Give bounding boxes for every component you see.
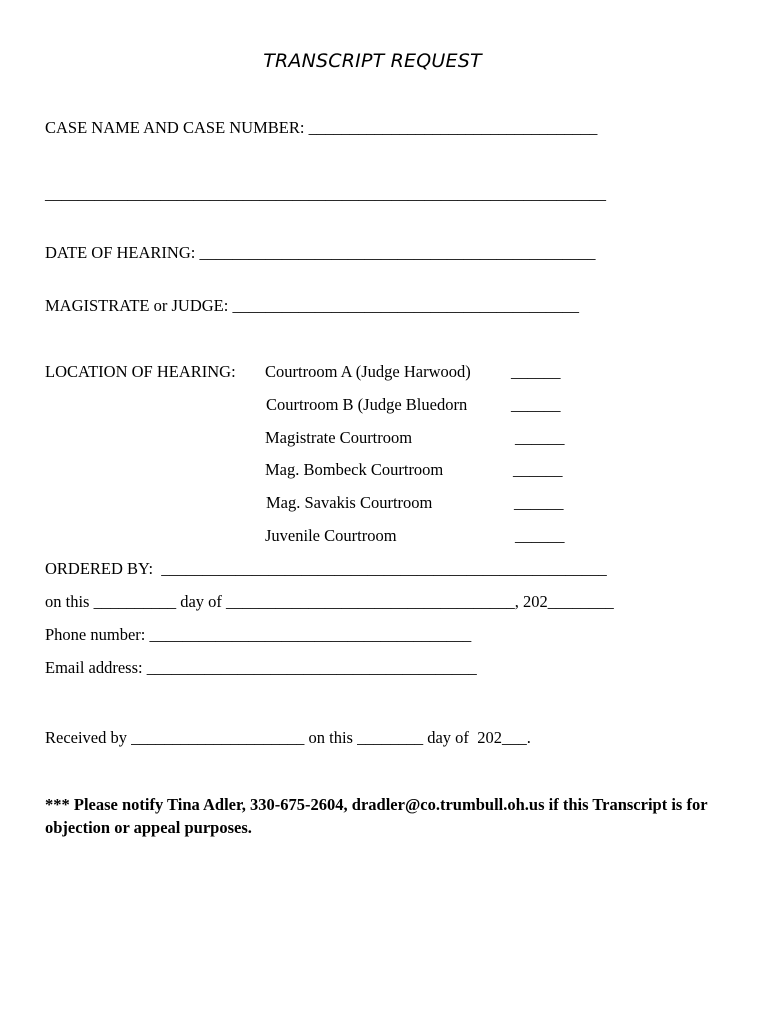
phone-label: Phone number: — [45, 625, 146, 644]
location-option-blank[interactable]: ______ — [511, 362, 561, 381]
location-option-label: Mag. Bombeck Courtroom — [265, 460, 444, 479]
date-of-hearing-label: DATE OF HEARING: — [45, 243, 196, 262]
notice-text: *** Please notify Tina Adler, 330-675-2604, dradler@co.trumbull.oh.us if this Transcript is for objection or appeal purposes. — [45, 795, 708, 837]
year-blank[interactable]: ________ — [547, 592, 614, 611]
received-year-prefix: 202 — [477, 728, 502, 747]
location-option-label: Mag. Savakis Courtroom — [266, 493, 433, 512]
case-name-row — [45, 118, 597, 138]
case-name-blank[interactable]: ___________________________________ — [308, 118, 598, 137]
ordered-by-row — [45, 559, 607, 579]
email-label: Email address: — [45, 658, 143, 677]
magistrate-blank[interactable]: __________________________________________ — [232, 296, 579, 315]
location-label: LOCATION OF HEARING: — [45, 362, 236, 381]
location-option-label: Magistrate Courtroom — [265, 428, 413, 447]
received-year-blank[interactable]: ___ — [501, 728, 527, 747]
received-day-blank[interactable]: ________ — [357, 728, 424, 747]
case-name-label: CASE NAME AND CASE NUMBER: — [45, 118, 305, 137]
email-row — [45, 658, 477, 678]
location-option-blank[interactable]: ______ — [515, 526, 565, 545]
location-option-blank[interactable]: ______ — [513, 460, 563, 479]
magistrate-label: MAGISTRATE or JUDGE: — [45, 296, 229, 315]
received-name-blank[interactable]: _____________________ — [131, 728, 305, 747]
month-blank[interactable]: ___________________________________ — [226, 592, 515, 611]
year-prefix: , 202 — [514, 592, 548, 611]
day-of-label: day of — [180, 592, 222, 611]
received-row — [45, 728, 531, 748]
received-label: Received by — [45, 728, 128, 747]
location-option-blank[interactable]: ______ — [514, 493, 564, 512]
phone-blank[interactable]: _______________________________________ — [149, 625, 472, 644]
day-blank[interactable]: __________ — [93, 592, 177, 611]
case-name-continuation-blank[interactable]: ____________________________________________________________________ — [45, 184, 606, 203]
case-name-continuation-row — [45, 184, 606, 204]
magistrate-row — [45, 296, 579, 316]
ordered-by-label: ORDERED BY: — [45, 559, 154, 578]
location-option-label: Juvenile Courtroom — [265, 526, 397, 545]
page-title: TRANSCRIPT REQUEST — [263, 50, 482, 72]
received-on-this-label: on this — [308, 728, 353, 747]
date-of-hearing-blank[interactable]: ________________________________________________ — [199, 243, 596, 262]
location-option-blank[interactable]: ______ — [511, 395, 561, 414]
email-blank[interactable]: ________________________________________ — [146, 658, 477, 677]
ordered-by-blank[interactable]: ______________________________________________________ — [161, 559, 607, 578]
location-option-label: Courtroom A (Judge Harwood) — [265, 362, 471, 381]
received-day-of-label: day of — [427, 728, 469, 747]
date-of-hearing-row — [45, 243, 595, 263]
received-end: . — [526, 728, 531, 747]
phone-row — [45, 625, 471, 645]
on-this-label: on this — [45, 592, 90, 611]
location-option-blank[interactable]: ______ — [515, 428, 565, 447]
location-option-label: Courtroom B (Judge Bluedorn — [266, 395, 468, 414]
on-this-row — [45, 592, 614, 612]
